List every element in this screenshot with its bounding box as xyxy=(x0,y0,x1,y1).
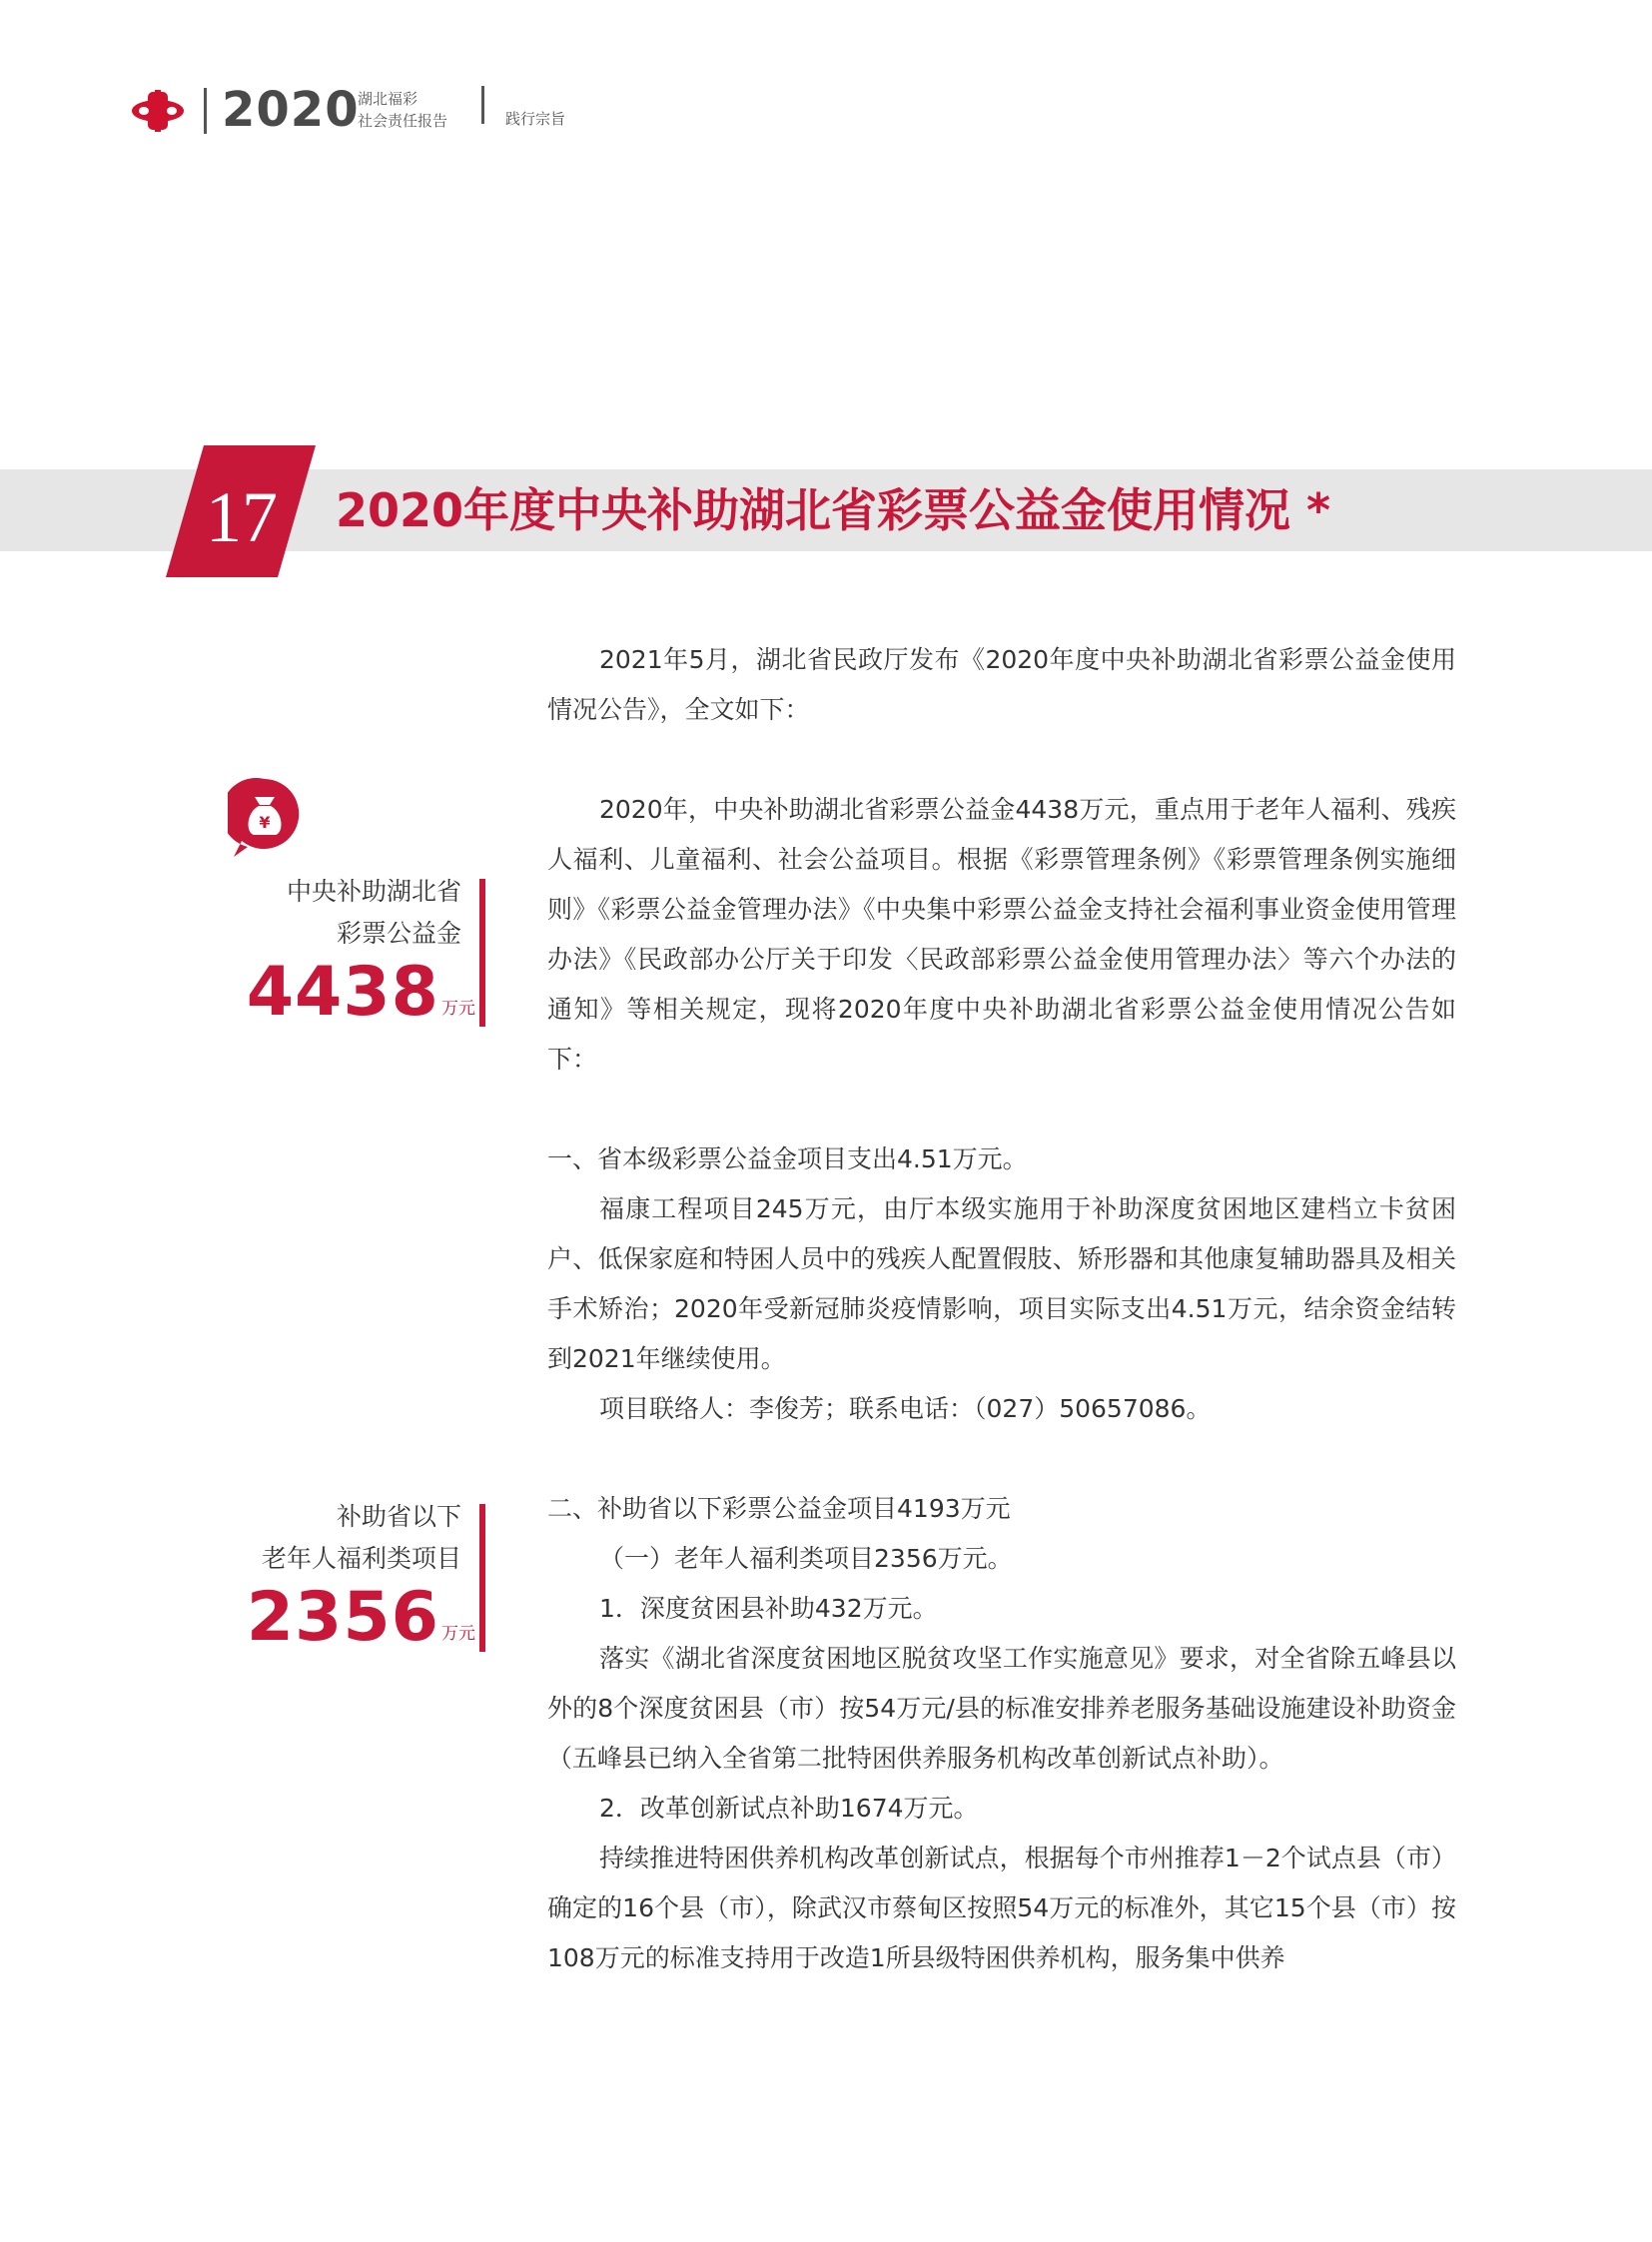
callout-value: 2356 xyxy=(246,1578,439,1657)
section-number: 17 xyxy=(206,477,278,557)
body-summary xyxy=(547,785,1456,1085)
paragraph: 落实《湖北省深度贫困地区脱贫攻坚工作实施意见》要求，对全省除五峰县以外的8个深度贫困县（市）按54万元/县的标准安排养老服务基础设施建设补助资金（五峰县已纳入全省第二批特困供养服务机构改革创新试点补助）。 xyxy=(547,1644,1456,1773)
item-heading: 2．改革创新试点补助1674万元。 xyxy=(599,1794,979,1823)
paragraph: 持续推进特困供养机构改革创新试点，根据每个市州推荐1－2个试点县（市）确定的16个县（市），除武汉市蔡甸区按照54万元的标准外，其它15个县（市）按108万元的标准支持用于改造1所县级特困供养机构，服务集中供养 xyxy=(547,1844,1456,1972)
callout-accent-bar xyxy=(479,879,485,1027)
body-intro xyxy=(547,635,1456,735)
section-heading: 二、补助省以下彩票公益金项目4193万元 xyxy=(547,1494,1011,1523)
header-divider xyxy=(204,88,207,134)
paragraph: 2021年5月，湖北省民政厅发布《2020年度中央补助湖北省彩票公益金使用情况公告》，全文如下： xyxy=(547,645,1456,724)
item-heading: 1．深度贫困县补助432万元。 xyxy=(599,1594,938,1623)
section-heading: 一、省本级彩票公益金项目支出4.51万元。 xyxy=(547,1144,1028,1173)
subsection-heading: （一）老年人福利类项目2356万元。 xyxy=(599,1544,1013,1573)
callout-central-subsidy: 中央补助湖北省 彩票公益金 4438 万元 xyxy=(246,877,475,1032)
header-divider xyxy=(481,86,484,124)
svg-text:¥: ¥ xyxy=(259,813,271,832)
paragraph: 2020年，中央补助湖北省彩票公益金4438万元，重点用于老年人福利、残疾人福利、儿童福利、社会公益项目。根据《彩票管理条例》《彩票管理条例实施细则》《彩票公益金管理办法》《中央集中彩票公益金支持社会福利事业资金使用管理办法》《民政部办公厅关于印发〈民政部彩票公益金使用管理办法〉等六个办法的通知》等相关规定，现将2020年度中央补助湖北省彩票公益金使用情况公告如下： xyxy=(547,795,1456,1074)
callout-unit: 万元 xyxy=(441,1624,475,1644)
contact-line: 项目联络人：李俊芳；联系电话：（027）50657086。 xyxy=(599,1394,1212,1423)
callout-value: 4438 xyxy=(246,953,439,1032)
section-number-badge xyxy=(166,445,316,577)
body-section-one xyxy=(547,1134,1456,1434)
section-name: 践行宗旨 xyxy=(505,110,566,128)
money-bag-icon xyxy=(228,777,302,859)
callout-unit: 万元 xyxy=(441,999,475,1019)
report-subtitle: 湖北福彩 社会责任报告 xyxy=(358,90,448,130)
paragraph: 福康工程项目245万元，由厅本级实施用于补助深度贫困地区建档立卡贫困户、低保家庭和特困人员中的残疾人配置假肢、矫形器和其他康复辅助器具及相关手术矫治；2020年受新冠肺炎疫情影响，项目实际支出4.51万元，结余资金结转到2021年继续使用。 xyxy=(547,1194,1456,1373)
callout-elderly-welfare: 补助省以下 老年人福利类项目 2356 万元 xyxy=(246,1502,475,1657)
body-section-two xyxy=(547,1484,1456,1983)
report-year: 2020 xyxy=(222,82,360,138)
welfare-lottery-logo-icon xyxy=(130,88,186,134)
section-title: 2020年度中央补助湖北省彩票公益金使用情况 * xyxy=(336,483,1331,537)
page-header xyxy=(130,82,729,138)
callout-accent-bar xyxy=(479,1504,485,1652)
